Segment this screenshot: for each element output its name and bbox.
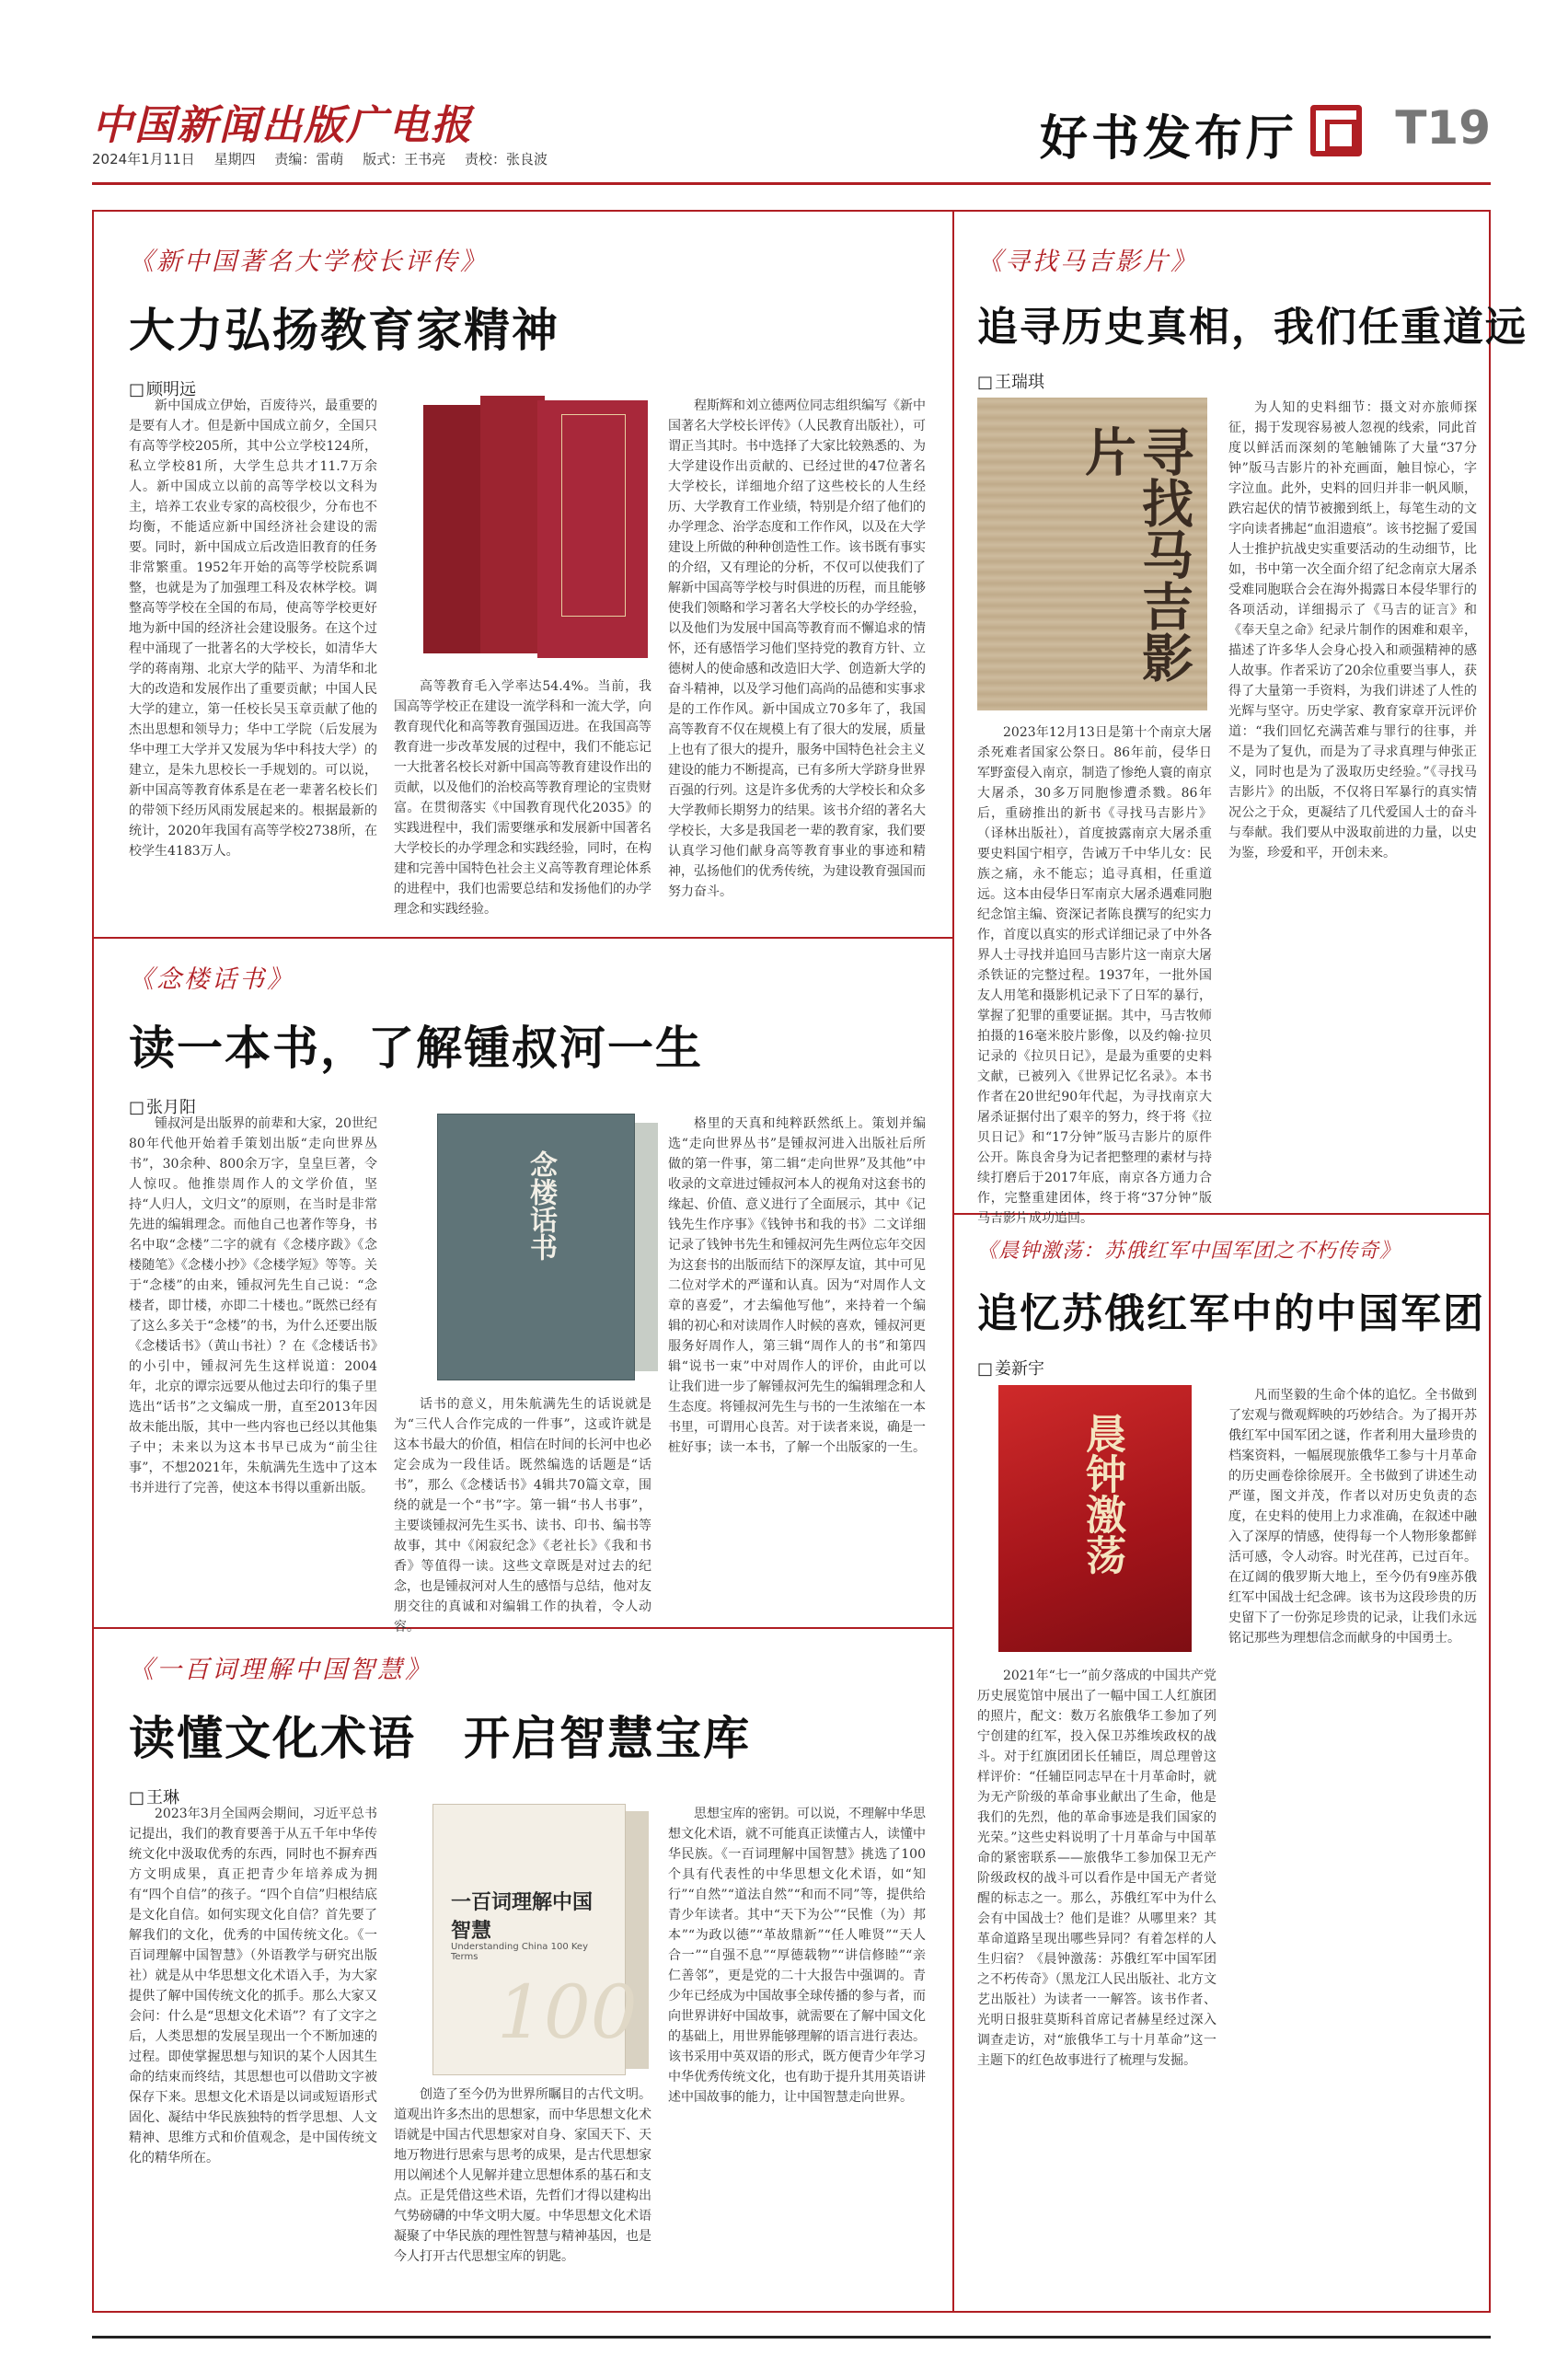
article-byline: □ 顾明远 [129, 376, 939, 400]
issue-weekday: 星期四 [213, 151, 256, 167]
article-byline: □ 张月阳 [129, 1094, 939, 1118]
book-title-text: 晨钟激荡 [1078, 1413, 1125, 1575]
book-volume [423, 405, 488, 653]
book-title-text: 一百词理解中国智慧 [451, 1890, 594, 1943]
article-education [129, 241, 939, 400]
article-byline: □ 王瑞琪 [977, 369, 1474, 393]
column-divider [952, 210, 954, 2313]
article-headline: 读一本书，了解锺叔河一生 [129, 1022, 703, 1075]
section-logo-icon [1310, 105, 1362, 156]
proof-credit: 责校：张良波 [464, 151, 548, 167]
article-headline: 追忆苏俄红军中的中国军团 [977, 1290, 1485, 1337]
editor-credit: 责编：雷萌 [274, 151, 344, 167]
newspaper-logo: 中国新闻出版广电报 [92, 102, 473, 149]
book-cover-number-art: 100 [497, 1969, 638, 2055]
book-title-text: 念楼话书 [525, 1150, 557, 1261]
body-text: 创造了至今仍为世界所瞩目的古代文明。道观出许多杰出的思想家，而中华思想文化术语就是中国古代思想家对自身、家国天下、天地万物进行思索与思考的成果，是古代思想家用以阐述个人见解并建立思想体系的基石和支点。正是凭借这些术语，先哲们才得以建构出气势磅礴的中华文明大厦。中华思想文化术语凝聚了中华民族的理性智慧与精神基因，也是今人打开古代思想宝库的钥匙。 [394, 2087, 651, 2264]
body-text: 锺叔河是出版界的前辈和大家，20世纪80年代他开始着手策划出版“走向世界丛书”，30余种、800余万字，皇皇巨著，令人惊叹。他推崇周作人的文学价值，坚持“人归人，文归文”的原则，在当时是非常先进的编辑理念。而他自己也著作等身，书名中取“念楼”二字的就有《念楼序跋》《念楼随笔》《念楼小抄》《念楼学短》等等。关于“念楼”的由来，锺叔河先生自己说：“念楼者，即廿楼，亦即二十楼也。”既然已经有了这么多关于“念楼”的书，为什么还要出版《念楼话书》（黄山书社）？在《念楼话书》的小引中，锺叔河先生这样说道：2004年，北京的谭宗远要从他过去印行的集子里选出“话书”之文编成一册，直至2013年因故未能出版，其中一些内容也已经以其他集子中；未来以为这本书早已成为“前尘往事”，不想2021年，朱航满先生选中了这本书并进行了完善，使这本书得以重新出版。 [129, 1116, 377, 1496]
article-headline: 读懂文化术语 开启智慧宝库 [129, 1712, 751, 1765]
body-text: 新中国成立伊始，百废待兴，最重要的是要有人才。但是新中国成立前夕，全国只有高等学校205所，其中公立学校124所，私立学校81所，大学生总共才11.7万余人。新中国成立以前的高等学校以文科为主，培养工农业专家的高校很少，分布也不均衡，不能适应新中国经济社会建设的需要。同时，新中国成立后改造旧教育的任务非常繁重。1952年开始的高等学校院系调整，也就是为了加强理工科及农林学校。调整高等学校在全国的布局，使高等学校更好地为新中国的经济社会建设服务。在这个过程中涌现了一批著名的大学校长，如清华大学的蒋南翔、北京大学的陆平、为清华和北大的改造和发展作出了重要贡献；中国人民大学的建立，第一任校长吴玉章贡献了他的杰出思想和领导力；华中工学院（后发展为华中理工大学并又发展为华中科技大学）的建立，是朱九思校长一手规划的。可以说，新中国高等教育体系是在老一辈著名校长们的带领下经历风雨发展起来的。根据最新的统计，2020年我国有高等学校2738所，在校学生4183万人。 [129, 398, 377, 859]
article-column [977, 1666, 1216, 2301]
article-kicker: 《新中国著名大学校长评传》 [129, 248, 488, 276]
book-page-edge [635, 1123, 658, 1371]
book-cover-magee [977, 398, 1207, 710]
article-soviet-red-army [977, 1235, 1485, 1380]
book-cover-frame [561, 414, 626, 617]
body-text: 凡而坚毅的生命个体的追忆。全书做到了宏观与微观辉映的巧妙结合。为了揭开苏俄红军中国军团之谜，作者利用大量珍贵的档案资料，一幅展现旅俄华工参与十月革命的历史画卷徐徐展开。全书做到了讲述生动严谨，图文并茂，作者以对历史负责的态度，在史料的使用上力求准确，在叙述中融入了深厚的情感，使得每一个人物形象都鲜活可感，令人动容。时光荏苒，已过百年。在辽阔的俄罗斯大地上，至今仍有9座苏俄红军中国战士纪念碑。该书为这段珍贵的历史留下了一份弥足珍贵的记录，让我们永远铭记那些为理想信念而献身的中国勇士。 [1228, 1388, 1477, 1646]
article-byline: □ 王琳 [129, 1784, 939, 1808]
article-chinese-wisdom [129, 1649, 939, 1808]
article-column [1228, 398, 1477, 1198]
book-cover-education [423, 396, 653, 663]
body-text: 2023年12月13日是第十个南京大屠杀死难者国家公祭日。86年前，侵华日军野蛮侵入南京，制造了惨绝人寰的南京大屠杀，30多万同胞惨遭杀戮。86年后，重磅推出的新书《寻找马吉影片》（译林出版社），首度披露南京大屠杀重要史料国宁相亨，告诫万千中华儿女：民族之痛，永不能忘；追寻真相，任重道远。这本由侵华日军南京大屠杀遇难同胞纪念馆主编、资深记者陈良撰写的纪实力作，首度以真实的形式详细记录了中外各界人士寻找并追回马吉影片这一南京大屠杀铁证的完整过程。1937年，一批外国友人用笔和摄影机记录下了日军的暴行，掌握了犯罪的重要证据。其中，马吉牧师拍摄的16毫米胶片影像，以及约翰·拉贝记录的《拉贝日记》，是最为重要的史料文献，已被列入《世界记忆名录》。本书作者在20世纪90年代起，为寻找南京大屠杀证据付出了艰辛的努力，终于将《拉贝日记》和“17分钟”版马吉影片的原件公开。陈良舍身为记者把整理的素材与持续打磨后于2017年底，南京各方通力合作，完整重建团体，终于将“37分钟”版马吉影片成功追回。 [977, 725, 1212, 1226]
book-cover-wisdom [432, 1804, 649, 2075]
article-kicker: 《寻找马吉影片》 [977, 248, 1198, 276]
divider-left-1 [92, 937, 952, 939]
article-column [668, 1804, 926, 2301]
masthead [92, 92, 1491, 175]
article-magee-film [977, 241, 1528, 393]
issue-date: 2024年1月11日 [92, 151, 195, 167]
article-kicker: 《一百词理解中国智慧》 [129, 1656, 432, 1684]
layout-credit: 版式：王书亮 [363, 151, 446, 167]
body-text: 话书的意义，用朱航满先生的话说就是为“三代人合作完成的一件事”，这或许就是这本书最大的价值，相信在时间的长河中也必定会成为一段佳话。既然编选的话题是“话书”，那么《念楼话书》4辑共70篇文章，围绕的就是一个“书”字。第一辑“书人书事”，主要谈锺叔河先生买书、读书、印书、编书等故事，其中《闲寂纪念》《老社长》《我和书香》等值得一读。这些文章既是对过去的纪念，也是锺叔河对人生的感悟与总结，他对友朋交往的真诚和对编辑工作的执着，令人动容。 [394, 1397, 651, 1634]
article-column [1228, 1385, 1477, 2301]
article-column [977, 722, 1212, 1226]
book-volume [480, 396, 545, 653]
article-magee-body [977, 722, 1212, 1226]
article-byline: □ 姜新宇 [977, 1356, 1474, 1380]
article-column [129, 396, 377, 907]
article-soviet-body-2 [1228, 1385, 1477, 2301]
article-soviet-body [977, 1666, 1216, 2301]
book-subtitle-text: Understanding China 100 Key Terms [451, 1942, 588, 1962]
book-cover-nianlou [437, 1114, 658, 1380]
article-column [668, 396, 926, 907]
body-text: 思想宝库的密钥。可以说，不理解中华思想文化术语，就不可能真正读懂古人，读懂中华民族。《一百词理解中国智慧》挑选了100个具有代表性的中华思想文化术语，如“知行”“自然”“道法自然”“和而不同”等，提供给青少年读者。其中“天下为公”“民惟（为）邦本”“为政以德”“革故鼎新”“任人唯贤”“天人合一”“自强不息”“厚德载物”“讲信修睦”“亲仁善邻”，更是党的二十大报告中强调的。青少年已经成为中国故事全球传播的参与者，而向世界讲好中国故事，就需要在了解中国文化的基础上，用世界能够理解的语言进行表达。该书采用中英双语的形式，既方便青少年学习中华优秀传统文化，也有助于提升其用英语讲述中国故事的能力，让中国智慧走向世界。 [668, 1807, 926, 2105]
book-title-text: 寻找马吉影片 [1077, 425, 1194, 683]
article-zhong-shuhe [129, 959, 939, 1118]
dateline [92, 149, 562, 168]
body-text: 程斯辉和刘立德两位同志组织编写《新中国著名大学校长评传》（人民教育出版社），可谓正当其时。书中选择了大家比较熟悉的、为大学建设作出贡献的、已经过世的47位著名大学校长，详细地介绍了这些校长的人生经历、大学教育工作业绩，特别是介绍了他们的办学理念、治学态度和工作作风，以及在大学建设上所做的种种创造性工作。该书既有事实的介绍，又有理论的分析，不仅可以使我们了解新中国高等学校与时俱进的历程，而且能够使我们领略和学习著名大学校长的办学经验，以及他们为发展中国高等教育而不懈追求的情怀，还有感悟学习他们坚持党的教育方针、立德树人的使命感和改造旧大学、创造新大学的奋斗精神，以及学习他们高尚的品德和实事求是的工作作风。新中国成立70多年了，我国高等教育不仅在规模上有了很大的发展，质量上也有了很大的提升，服务中国特色社会主义建设的能力不断提高，已有多所大学跻身世界百强的行列。这是许多优秀的大学校长和众多大学教师长期努力的结果。该书介绍的著名大学校长，大多是我国老一辈的教育家，我们要认真学习他们献身高等教育事业的事迹和精神，弘扬他们的优秀传统，为建设教育强国而努力奋斗。 [668, 398, 926, 899]
book-cover-chenzhong [998, 1385, 1192, 1652]
body-text: 格里的天真和纯粹跃然纸上。策划并编选“走向世界丛书”是锺叔河进入出版社后所做的第一件事，第二辑“走向世界”及其他”中收录的文章进过锺叔河本人的视角对这套书的缘起、价值、意义进行了全面展示，其中《记钱先生作序事》《钱钟书和我的书》二文详细记录了钱钟书先生和锺叔河先生两位忘年交因为这套书的出版而结下的深厚友谊，其中可见二位对学术的严谨和认真。因为“对周作人文章的喜爱”，才去编他写他”，来持着一个编辑的初心和对读周作人时候的喜欢，锺叔河更服务好周作人，第三辑“周作人的书”和第四辑“说书一束”中对周作人的评价，由此可以让我们进一步了解锺叔河先生的编辑理念和人生态度。将锺叔河先生与书的一生浓缩在一本书里，可谓用心良苦。对于读者来说，确是一桩好事；读一本书，了解一个出版家的一生。 [668, 1116, 926, 1455]
body-text: 高等教育毛入学率达54.4%。当前，我国高等学校正在建设一流学科和一流大学，向教育现代化和高等教育强国迈进。在我国高等教育进一步改革发展的过程中，我们不能忘记一大批著名校长对新中国高等教育建设作出的贡献，以及他们的治校高等教育理论的宝贵财富。在贯彻落实《中国教育现代化2035》的实践进程中，我们需要继承和发展新中国著名大学校长的办学理念和实践经验，同时，在构建和完善中国特色社会主义高等教育理论体系的进程中，我们也需要总结和发扬他们的办学理念和实践经验。 [394, 679, 651, 917]
body-text: 2023年3月全国两会期间，习近平总书记提出，我们的教育要善于从五千年中华传统文化中汲取优秀的东西，同时也不摒弃西方文明成果，真正把青少年培养成为拥有“四个自信”的孩子。“四个自信”归根结底是文化自信。如何实现文化自信？首先要了解我们的文化，优秀的中国传统文化。《一百词理解中国智慧》（外语教学与研究出版社）就是从中华思想文化术语入手，为大家提供了解中国传统文化的抓手。那么大家又会问：什么是“思想文化术语”？有了文字之后，人类思想的发展呈现出一个不断加速的过程。即使掌握思想与知识的某个人因其生命的结束而终结，其思想也可以借助文字被保存下来。思想文化术语是以词或短语形式固化、凝结中华民族独特的哲学思想、人文精神、思维方式和价值观念，是中国传统文化的精华所在。 [129, 1807, 377, 2165]
body-text: 为人知的史料细节：摄文对亦旅师探征，揭于发现容易被人忽视的线索，同此首度以鲜活而深刻的笔触铺陈了大量“37分钟”版马吉影片的补充画面，触目惊心，字字泣血。此外，史料的回归并非一帆风顺，跌宕起伏的情节被搬到纸上，每笔生动的文字向读者拂起“血泪遗痕”。该书挖掘了爱国人士推护抗战史实重要活动的生动细节，比如，书中第一次全面介绍了纪念南京大屠杀受难同胞联合会在海外揭露日本侵华罪行的各项活动，详细揭示了《马吉的证言》和《奉天皇之命》纪录片制作的困难和艰辛，描述了许多华人会身心投入和顽强精神的感人故事。作者采访了20余位重要当事人，获得了大量第一手资料，为我们讲述了人性的光辉与坚守。历史学家、教育家章开沅评价道：“我们回忆充满苦难与罪行的往事，并不是为了复仇，而是为了寻求真理与伸张正义，同时也是为了汲取历史经验。”《寻找马吉影片》的出版，不仅将日军暴行的真实情况公之于众，更凝结了几代爱国人士的奋斗与奉献。我们要从中汲取前进的力量，以史为鉴，珍爱和平，开创未来。 [1228, 400, 1477, 860]
article-headline: 追寻历史真相，我们任重道远 [977, 304, 1528, 351]
page-number: T19 [1395, 101, 1491, 155]
body-text: 2021年“七一”前夕落成的中国共产党历史展览馆中展出了一幅中国工人红旗团的照片，配文：数万名旅俄华工参加了列宁创建的红军，投入保卫苏维埃政权的战斗。对于红旗团团长任辅臣，周总理曾这样评价：“任辅臣同志早在十月革命时，就为无产阶级的革命事业献出了生命，他是我们的先烈，他的革命事迹是我们国家的光荣。”这些史料说明了十月革命与中国革命的紧密联系——旅俄华工参加保卫无产阶级政权的战斗可以看作是中国无产者觉醒的标志之一。那么，苏俄红军中为什么会有中国战士？他们是谁？从哪里来？其革命道路呈现出哪些异同？有着怎样的人生归宿？《晨钟激荡：苏俄红军中国军团之不朽传奇》（黑龙江人民出版社、北方文艺出版社）为读者一一解答。该书作者、光明日报驻莫斯科首席记者赫星经过深入调查走访，对“旅俄华工与十月革命”这一主题下的红色故事进行了梳理与发掘。 [977, 1669, 1216, 2068]
section-title: 好书发布厅 [1039, 110, 1297, 167]
article-column [129, 1804, 377, 2301]
article-magee-body-2 [1228, 398, 1477, 1198]
article-kicker: 《念楼话书》 [129, 965, 294, 994]
bottom-rule [92, 2336, 1491, 2339]
masthead-rule [92, 182, 1491, 185]
article-headline: 大力弘扬教育家精神 [129, 304, 559, 357]
article-column [668, 1114, 926, 1611]
article-column [129, 1114, 377, 1611]
article-kicker: 《晨钟激荡：苏俄红军中国军团之不朽传奇》 [977, 1240, 1401, 1263]
